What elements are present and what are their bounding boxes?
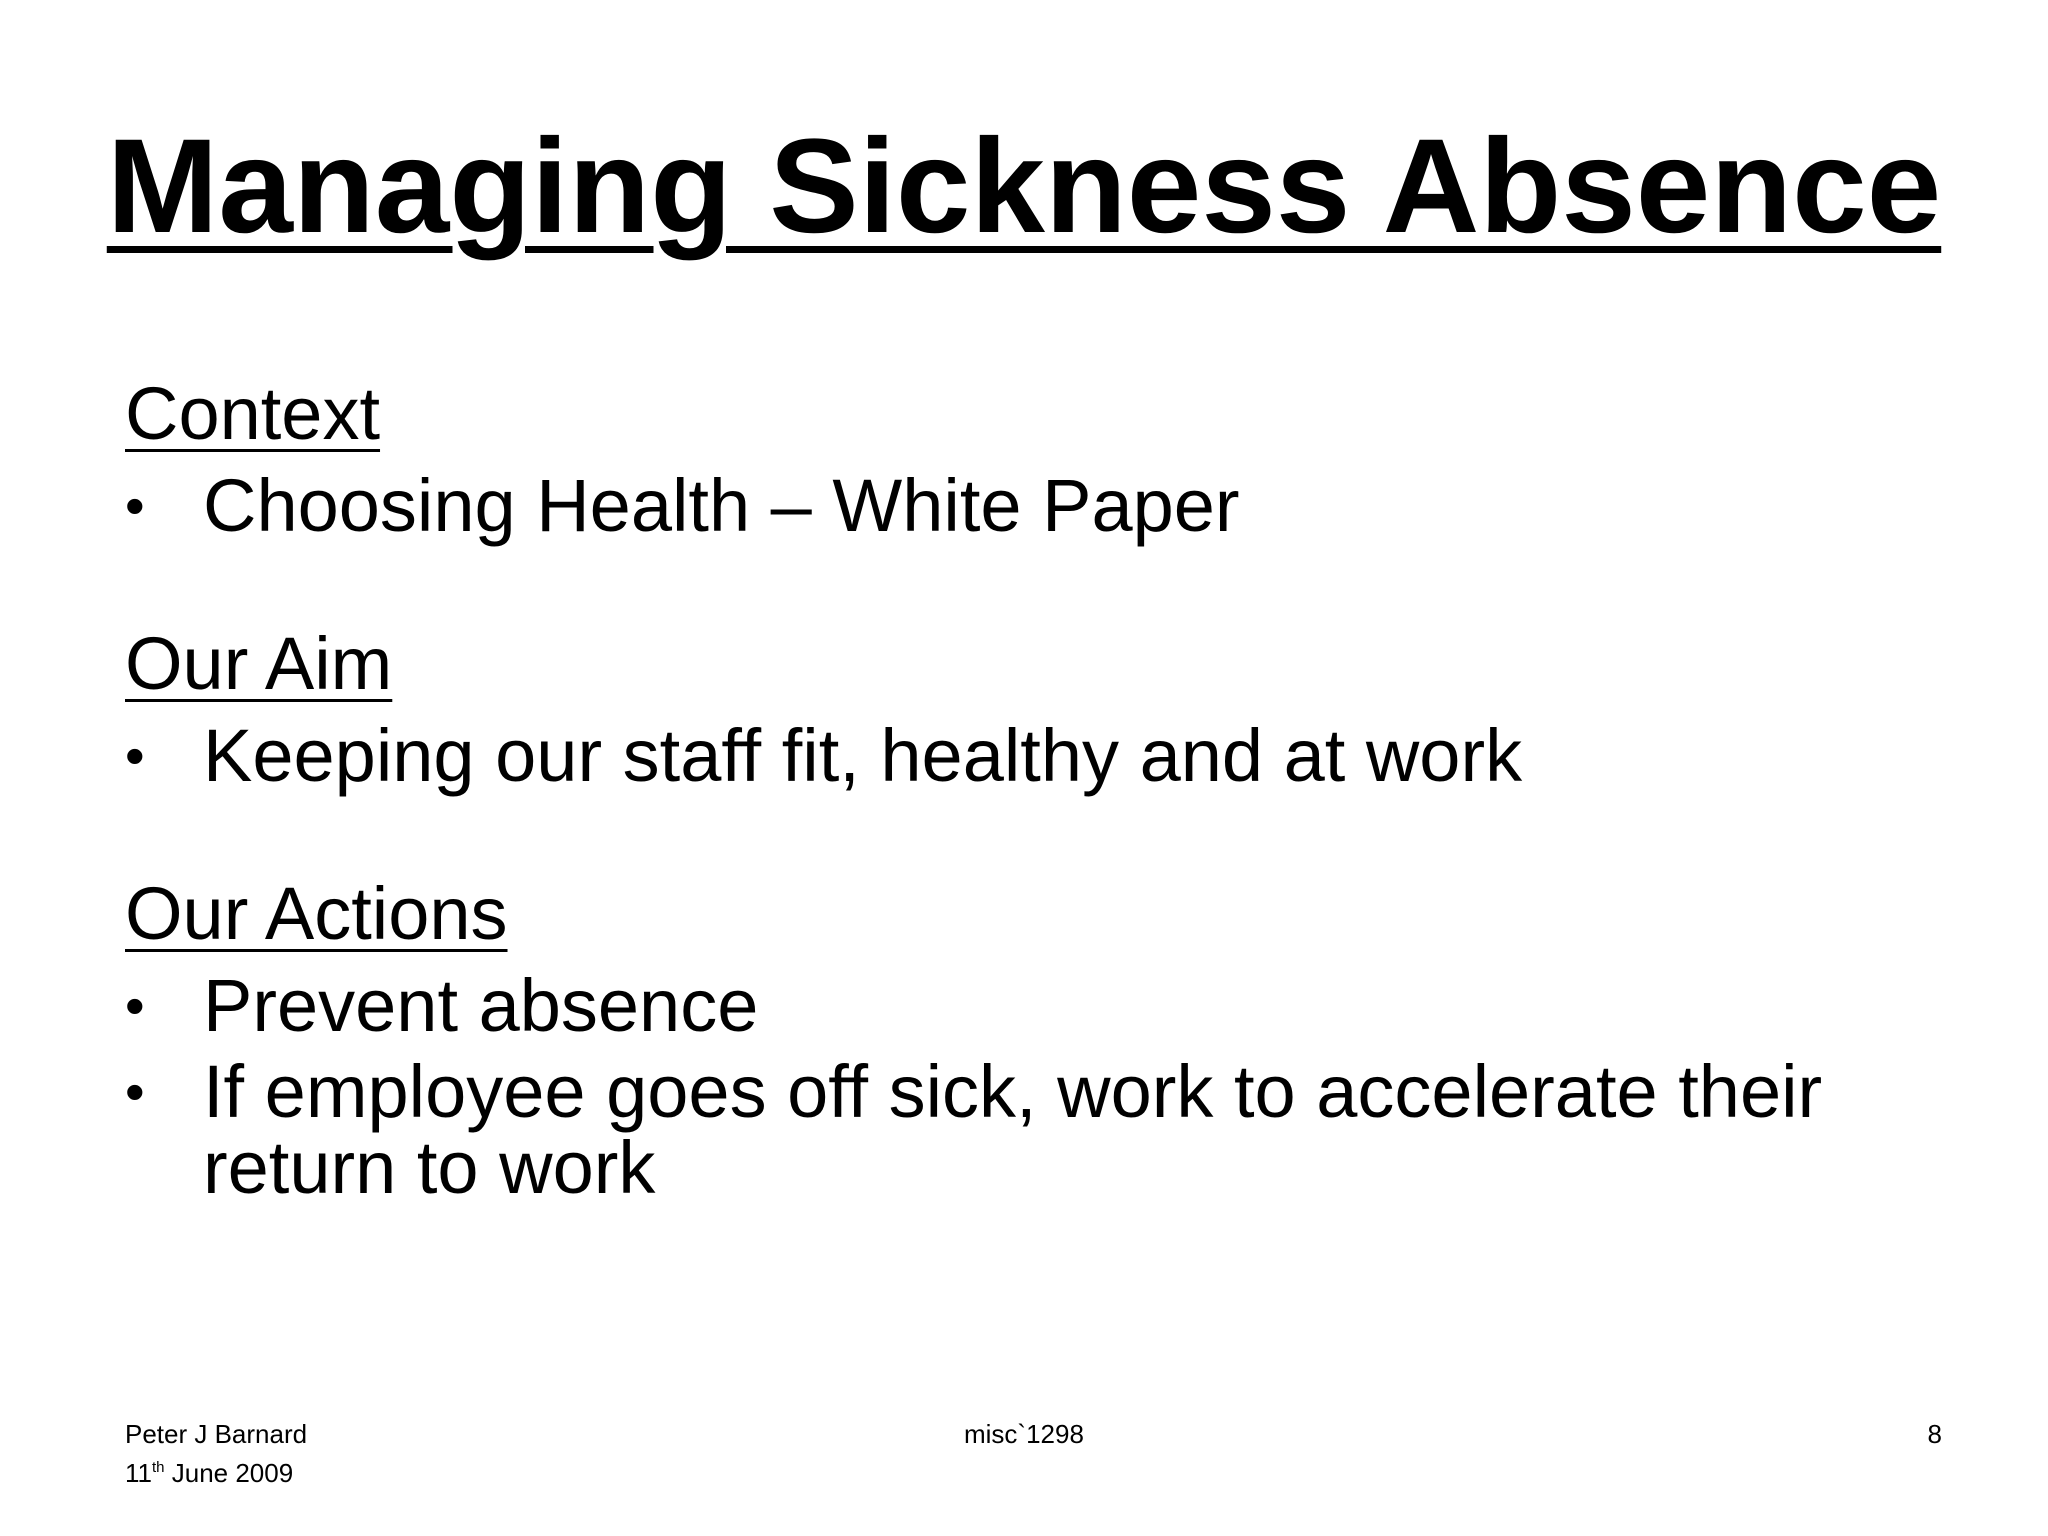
footer-reference: misc`1298 xyxy=(964,1419,1084,1449)
bullet-icon: • xyxy=(125,474,145,537)
section-heading: Our Aim xyxy=(125,622,393,705)
bullet-text: Prevent absence xyxy=(203,964,759,1047)
bullet-icon: • xyxy=(125,1060,145,1123)
bullet-text: If employee goes off sick, work to accelerate their return to work xyxy=(203,1050,1823,1209)
footer-author-date xyxy=(125,1418,307,1490)
section-our-actions xyxy=(125,870,1945,1209)
slide-content xyxy=(125,370,1945,1282)
footer-date: 11th June 2009 xyxy=(125,1458,294,1488)
section-our-aim xyxy=(125,620,1945,797)
bullet-list xyxy=(125,714,1945,797)
bullet-icon: • xyxy=(125,724,145,787)
bullet-text: Keeping our staff fit, healthy and at work xyxy=(203,714,1523,797)
bullet-item xyxy=(125,964,1945,1047)
slide-title xyxy=(0,112,2048,261)
section-context xyxy=(125,370,1945,547)
bullet-item xyxy=(125,464,1945,547)
footer-author: Peter J Barnard xyxy=(125,1419,308,1449)
bullet-list xyxy=(125,964,1945,1209)
bullet-icon: • xyxy=(125,974,145,1037)
page-number: 8 xyxy=(1927,1419,1942,1449)
bullet-item xyxy=(125,1050,1883,1209)
bullet-list xyxy=(125,464,1945,547)
slide-title-text: Managing Sickness Absence xyxy=(106,112,1942,261)
bullet-item xyxy=(125,714,1945,797)
section-heading: Our Actions xyxy=(125,872,508,955)
bullet-text: Choosing Health – White Paper xyxy=(203,464,1240,547)
section-heading: Context xyxy=(125,372,381,455)
